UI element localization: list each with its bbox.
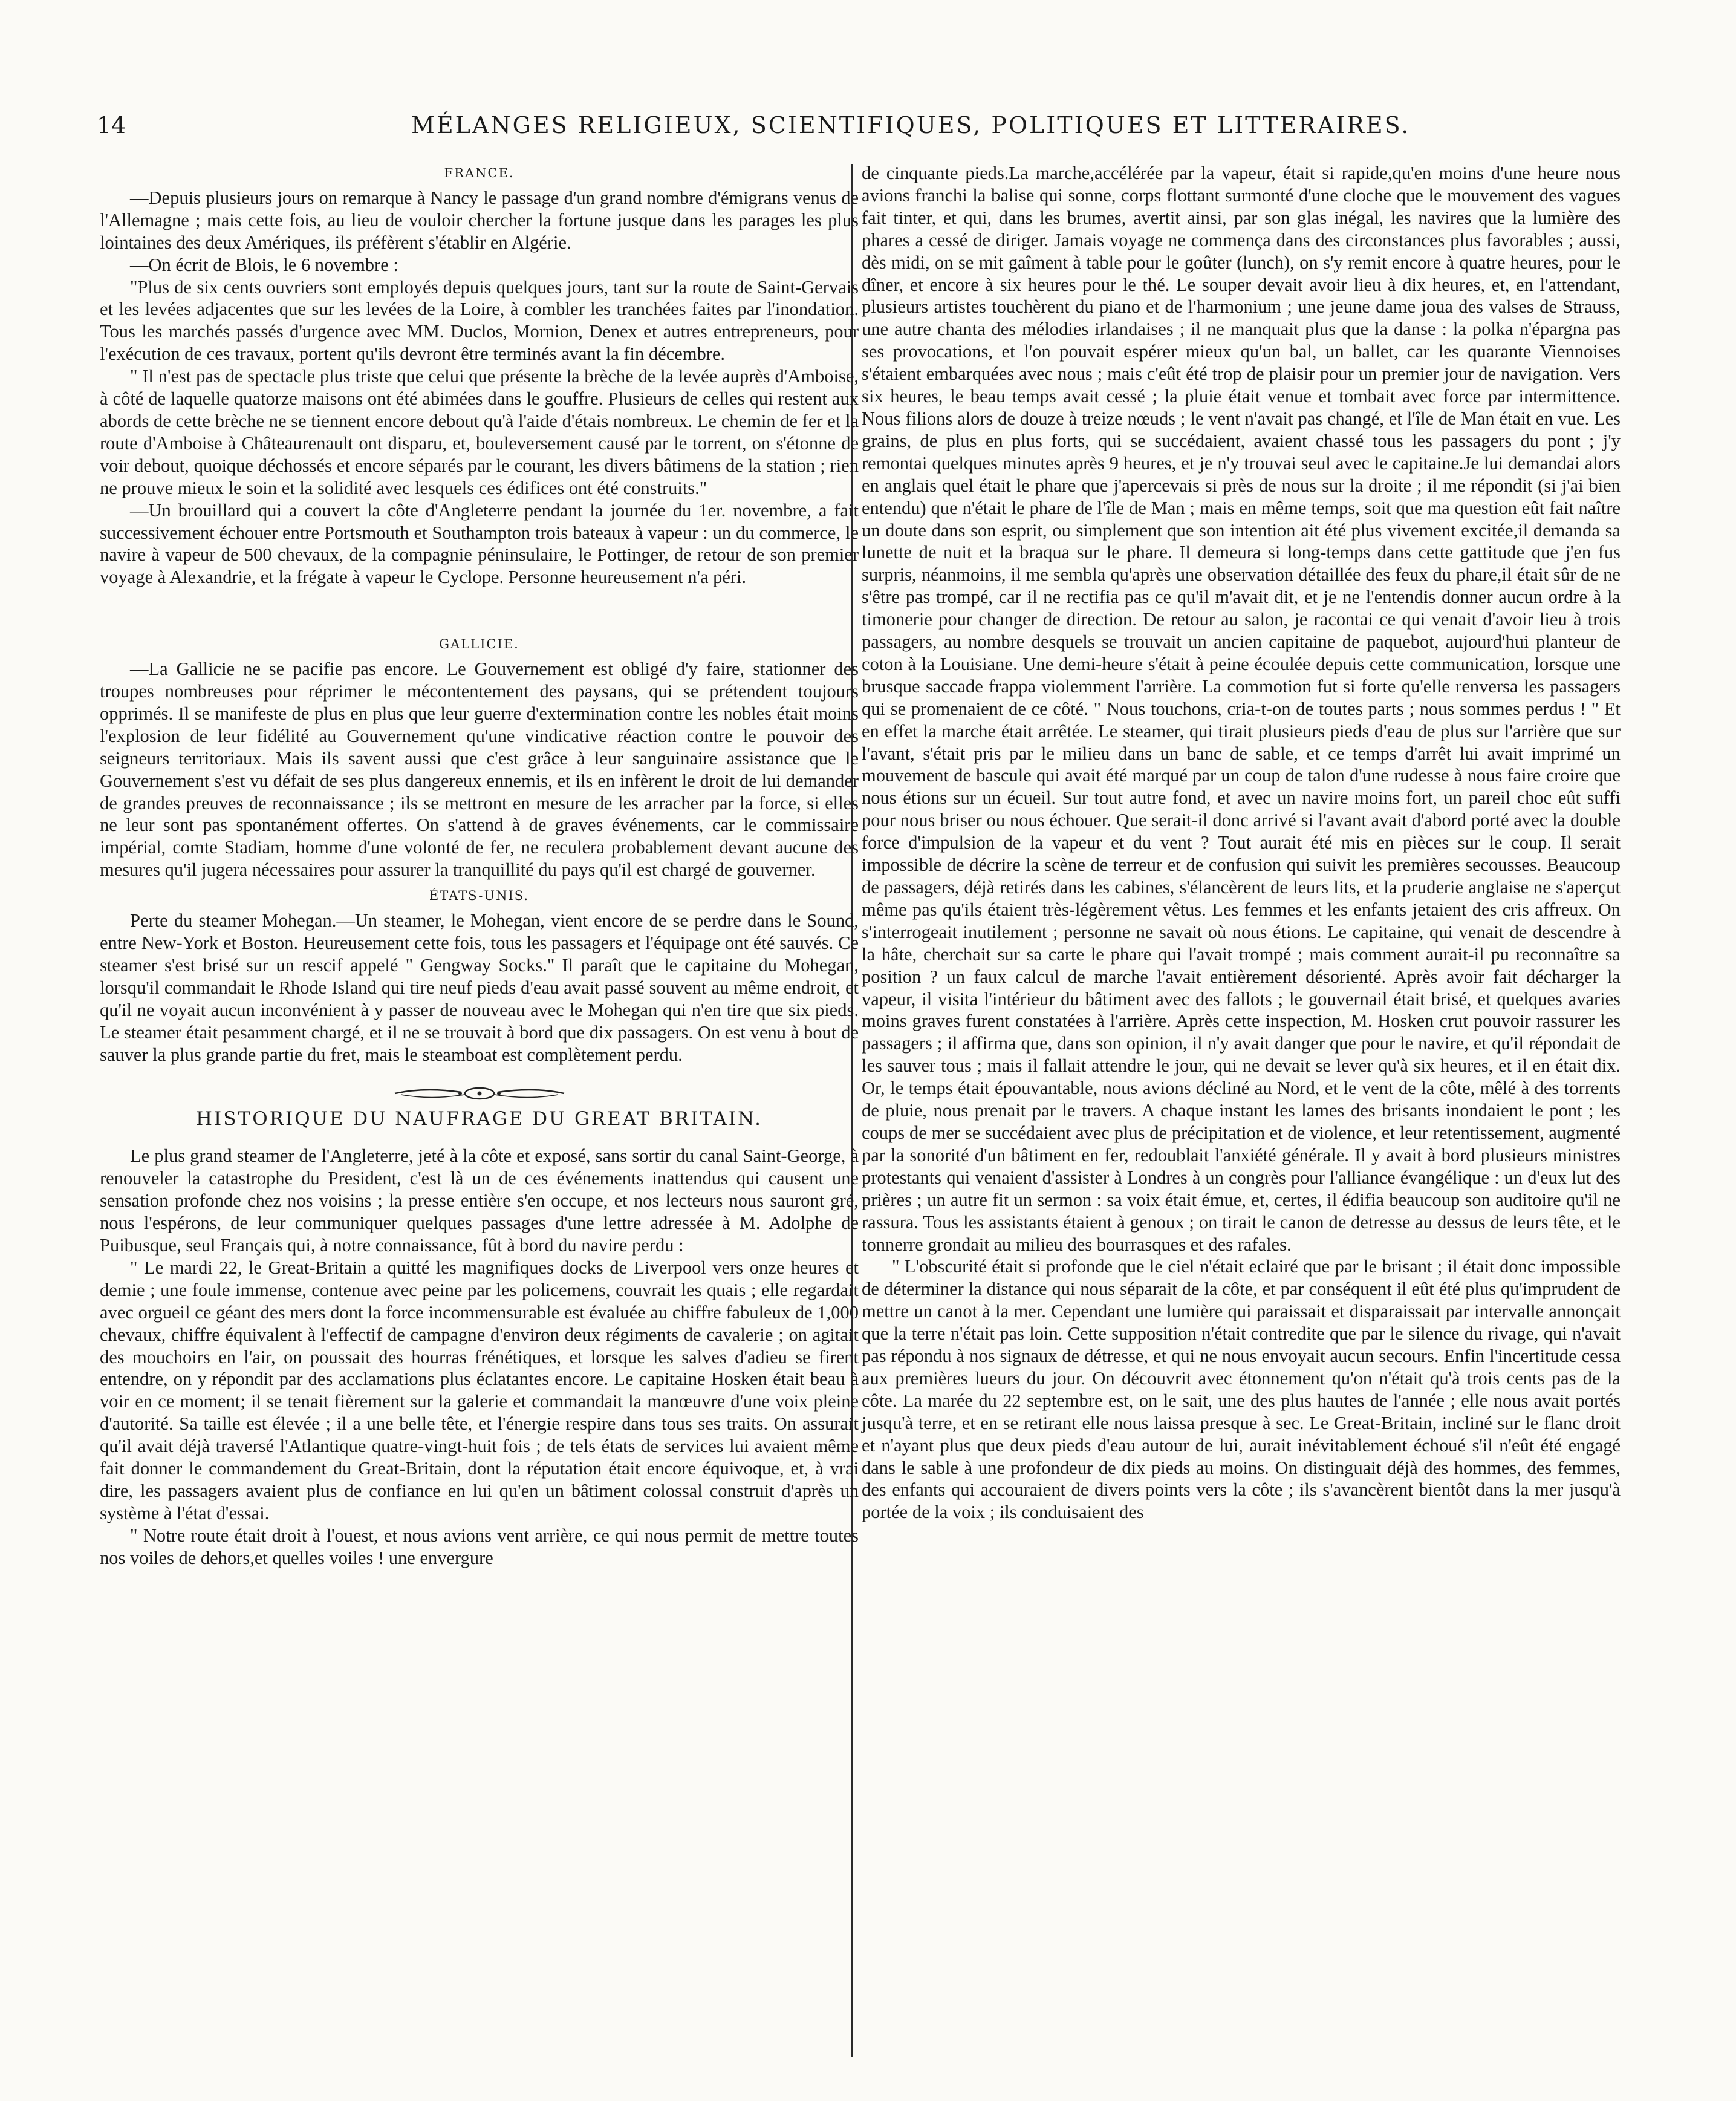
article-paragraph: " Notre route était droit à l'ouest, et nous avions vent arrière, ce qui nous permit de mettre toutes nos voiles de dehors,et quelles voiles ! une envergure (100, 1525, 859, 1568)
page-header (97, 112, 1639, 154)
section-heading-france: FRANCE. (444, 166, 515, 180)
section-heading-etats-unis: ÉTATS-UNIS. (429, 888, 530, 904)
article-paragraph: Perte du steamer Mohegan.—Un steamer, le Mohegan, vient encore de se perdre dans le Sound, entre New-York et Boston. Heureusement cette fois, tous les passagers et l'équipage ont été sauvés. Ce steamer s'est brisé sur un rescif appelé " Gengway Socks." Il paraît que le capitaine du Mohegan, lorsqu'il commandait le Rhode Island qui tire neuf pieds d'eau avait passé souvent au même endroit, et qu'il ne voyait aucun inconvénient à y passer de nouveau avec le Mohegan qui n'en tire que six pieds. Le steamer était pesamment chargé, et il ne se trouvait à bord que dix passagers. On est venu à bout de sauver la plus grande partie du fret, mais le steamboat est complètement perdu. (100, 910, 859, 1065)
left-column (100, 162, 859, 1569)
article-paragraph: de cinquante pieds.La marche,accélérée par la vapeur, était si rapide,qu'en moins d'une heure nous avions franchi la balise qui sonne, corps flottant surmonté d'une cloche que le mouvement des vagues fait tinter, et qui, dans les brumes, avertit ainsi, par son glas inégal, les navires que la lumière des phares a cessé de diriger. Jamais voyage ne commença dans des circonstances plus favorables ; aussi, dès midi, on se mit gaîment à table pour le goûter (lunch), on s'y remit encore à quatre heures, pour le dîner, et encore à six heures pour le thé. Le souper devait avoir lieu à dix heures, et, en l'attendant, plusieurs artistes touchèrent du piano et de l'harmonium ; une jeune dame joua des valses de Strauss, une autre chanta des mélodies irlandaises ; il ne manquait plus que la danse : la polka n'épargna pas ses provocations, et l'on pouvait espérer mieux qu'un bal, un ballet, car les quarante Viennoises s'étaient embarquées avec nous ; mais c'eût été trop de plaisir pour un premier jour de navigation. Vers six heures, le beau temps avait cessé ; la pluie était venue et tombait avec force par intermittence. Nous filions alors de douze à treize nœuds ; le vent n'avait pas changé, et l'île de Man était en vue. Les grains, de plus en plus forts, qui se succédaient, avaient chassé tous les passagers du pont ; j'y remontai quelques minutes après 9 heures, et je n'y trouvai seul avec le capitaine.Je lui demandai alors en anglais quel était le phare que j'apercevais si près de nous sur la droite ; il me répondit (si j'ai bien entendu) que n'était le phare de l'île de Man ; mais en même temps, soit que ma question eût fait naître un doute dans son esprit, ou simplement que son intention ait été plus vivement excitée,il demanda sa lunette de nuit et la braqua sur le phare. Il demeura si long-temps dans cette gattitude que j'en fus surpris, néanmoins, il me sembla qu'après une observation détaillée des feux du phare,il était sûr de ne s'être pas trompé, car il ne rectifia pas ce qu'il m'avait dit, et je ne l'entendis donner aucun ordre à la timonerie pour changer de direction. De retour au salon, je racontai ce qui venait d'avoir lieu à trois passagers, au nombre desquels se trouvait un ancien capitaine de paquebot, aujourd'hui planteur de coton à la Louisiane. Une demi-heure s'était à peine écoulée depuis cette communication, lorsque une brusque saccade frappa violemment l'arrière. La commotion fut si forte qu'elle renversa les passagers qui se promenaient de ce côté. " Nous touchons, cria-t-on de toutes parts ; nous sommes perdus ! " Et en effet la marche était arrêtée. Le steamer, qui tirait plusieurs pieds d'eau de plus sur l'arrière que sur l'avant, s'était pris par le milieu dans un banc de sable, et ce temps d'arrêt lui avait imprimé un mouvement de bascule qui avait été marqué par un coup de talon d'une rudesse à nous faire croire que nous étions sur un écueil. Sur tout autre fond, et avec un navire moins fort, un pareil choc eût suffi pour nous briser ou nous échouer. Que serait-il donc arrivé si l'avant avait d'abord porté avec la double force d'impulsion de la vapeur et du vent ? Tout aurait été mis en pièces sur le coup. Il serait impossible de décrire la scène de terreur et de confusion qui suivit les premières secousses. Beaucoup de passagers, déjà retirés dans les cabines, s'élancèrent de leurs lits, et la pruderie anglaise ne s'aperçut même pas qu'ils étaient très-légèrement vêtus. Les femmes et les enfants jetaient des cris affreux. On s'interrogeait inutilement ; personne ne savait où nous étions. Le capitaine, qui venait de descendre à la hâte, cherchait sur sa carte le phare qui l'avait trompé ; mais comment aurait-il pu reconnaître sa position ? un faux calcul de marche l'avait entièrement désorienté. Après avoir fait décharger la vapeur, il visita l'intérieur du bâtiment avec des fallots ; le gouvernail était brisé, et quelques avaries moins graves furent constatées à l'arrière. Après cette inspection, M. Hosken crut pouvoir rassurer les passagers ; il affirma que, dans son opinion, il n'y avait danger que pour le navire, et qu'il répondait de les sauver tous ; mais il fallait attendre le jour, qui ne devait se lever qu'à six heures, et il en était dix. Or, le temps était épouvantable, nous avions décliné au Nord, et le vent de la côte, mêlé à des torrents de pluie, nous prenait par le travers. A chaque instant les lames des brisants inondaient le pont ; les coups de mer se succédaient avec plus de précipitation et de violence, et leur retentissement, augmenté par la sonorité d'un bâtiment en fer, redoublait l'anxiété générale. Il y avait à bord plusieurs ministres protestants qui venaient d'assister à Londres à un congrès pour l'alliance évangélique : un d'eux lut des prières ; un autre fit un sermon : sa voix était émue, et, certes, il édifia beaucoup son auditoire qu'il ne rassura. Tous les assistants étaient à genoux ; on tirait le canon de detresse au dessus de leurs tête, et le tonnerre grondait au milieu des bourrasques et des rafales. (862, 163, 1621, 1255)
article-paragraph: "Plus de six cents ouvriers sont employés depuis quelques jours, tant sur la route de Saint-Gervais et les levées adjacentes que sur les levées de la Loire, à combler les tranchées faites par l'inondation. Tous les marchés passés d'urgence avec MM. Duclos, Mornion, Denex et autres entrepreneurs, pour l'exécution de ces travaux, portent qu'ils devront être terminés avant la fin décembre. (100, 276, 859, 365)
article-paragraph: —On écrit de Blois, le 6 novembre : (130, 254, 398, 275)
article-paragraph: —La Gallicie ne se pacifie pas encore. Le Gouvernement est obligé d'y faire, stationner des troupes nombreuses pour réprimer le mécontentement des paysans, qui se prétendent toujours opprimés. Il se manifeste de plus en plus que leur guerre d'extermination contre les nobles était moins l'explosion de leur fidélité au Gouvernement qu'une vindicative réaction contre le pouvoir des seigneurs territoriaux. Mais ils savent aussi que c'est grâce à leur sanguinaire assistance que le Gouvernement s'est vu défait de ses plus dangereux ennemis, et ils en infèrent le droit de lui demander de grandes preuves de reconnaissance ; ils se mettront en mesure de les arracher par la force, si elles ne leur sont pas spontanément offertes. On s'attend à de graves événements, car le commissaire impérial, comte Stadiam, homme d'une volonté de fer, ne reculera probablement devant aucune des mesures qu'il jugera nécessaires pour assurer la tranquillité du pays qu'il est chargé de gouverner. (100, 659, 859, 881)
decorative-ornament (100, 1083, 859, 1104)
section-heading-gallicie: GALLICIE. (439, 637, 519, 652)
page-number: 14 (97, 112, 126, 138)
article-paragraph: " Il n'est pas de spectacle plus triste que celui que présente la brèche de la levée auprès d'Amboise, à côté de laquelle quatorze maisons ont été abimées dans le gouffre. Plusieurs de celles qui restent aux abords de cette brèche ne se tiennent encore debout qu'à l'aide d'étais nombreux. Le chemin de fer et la route d'Amboise à Châteaurenault ont disparu, et, bouleversement causé par le torrent, on s'étonne de voir debout, quoique déchossés et encore séparés par le courant, les divers bâtimens de la station ; rien ne prouve mieux le soin et la solidité avec lesquels ces édifices ont été construits." (100, 366, 859, 498)
article-paragraph: " L'obscurité était si profonde que le ciel n'était eclairé que par le brisant ; il était donc impossible de déterminer la distance qui nous séparait de la côte, et par conséquent il eût été plus qu'imprudent de mettre un canot à la mer. Cependant une lumière qui paraissait et disparaissait par intervalle annonçait que la terre n'était pas loin. Cette supposition n'était contredite que par le silence du rivage, qui n'avait pas répondu à nos signaux de détresse, et qui ne nous envoyait aucun secours. Enfin l'incertitude cessa aux premières lueurs du jour. On découvrit avec étonnement qu'on n'était qu'à trois cents pas de la côte. La marée du 22 septembre est, on le sait, une des plus hautes de l'année ; elle nous avait portés jusqu'à terre, et en se retirant elle nous laissa presque à sec. Le Great-Britain, incliné sur le flanc droit et n'ayant plus que deux pieds d'eau autour de lui, aurait inévitablement échoué s'il n'eût été engagé dans le sable à une profondeur de dix pieds au moins. On distinguait déjà des hommes, des femmes, des enfants qui accouraient de divers points vers la côte ; ils s'avancèrent bientôt dans la mer jusqu'à portée de la voix ; ils conduisaient des (862, 1256, 1621, 1523)
article-paragraph: —Depuis plusieurs jours on remarque à Nancy le passage d'un grand nombre d'émigrans venus de l'Allemagne ; mais cette fois, au lieu de vouloir chercher la fortune jusque dans les parages les plus lointaines des deux Amériques, ils préfèrent s'établir en Algérie. (100, 187, 859, 253)
right-column (862, 162, 1621, 1523)
running-title: MÉLANGES RELIGIEUX, SCIENTIFIQUES, POLITIQUES ET LITTERAIRES. (411, 112, 1411, 138)
article-paragraph: —Un brouillard qui a couvert la côte d'Angleterre pendant la journée du 1er. novembre, a fait successivement échouer entre Portsmouth et Southampton trois bateaux à vapeur : un du commerce, le navire à vapeur de 500 chevaux, de la compagnie péninsulaire, le Pottinger, de retour de son premier voyage à Alexandrie, et la frégate à vapeur le Cyclope. Personne heureusement n'a péri. (100, 500, 859, 588)
article-paragraph: " Le mardi 22, le Great-Britain a quitté les magnifiques docks de Liverpool vers onze heures et demie ; une foule immense, contenue avec peine par les policemens, couvrait les quais ; elle regardait avec orgueil ce géant des mers dont la force incommensurable est évaluée au chiffre fabuleux de 1,000 chevaux, chiffre équivalent à l'effectif de campagne d'environ deux régiments de cavalerie ; on agitait des mouchoirs en l'air, on poussait des hourras frénétiques, et lorsque les salves d'adieu se firent entendre, on y répondit par des acclamations plus éclatantes encore. Le capitaine Hosken était beau à voir en ce moment; il se tenait fièrement sur la galerie et commandait la manœuvre d'une voix pleine d'autorité. Sa taille est élevée ; il a une belle tête, et l'énergie respire dans tous ses traits. On assurait qu'il avait déjà traversé l'Atlantique quatre-vingt-huit fois ; de tels états de services lui avaient même fait donner le commandement du Great-Britain, dont la réputation était encore équivoque, et, à vrai dire, les passagers avaient plus de confiance en lui qu'en un bâtiment colossal construit d'après un système à l'état d'essai. (100, 1257, 859, 1523)
section-spacer (100, 588, 859, 633)
article-title: HISTORIQUE DU NAUFRAGE DU GREAT BRITAIN. (196, 1108, 762, 1130)
article-paragraph: Le plus grand steamer de l'Angleterre, jeté à la côte et exposé, sans sortir du canal Saint-George, à renouveler la catastrophe du President, c'est là un de ces événements inattendus qui causent une sensation profonde chez nos voisins ; la presse entière s'en occupe, et nos lecteurs nous sauront gré, nous l'espérons, de leur communiquer quelques passages d'une lettre adressée à M. Adolphe de Puibusque, seul Français qui, à notre connaissance, fût à bord du navire perdu : (100, 1145, 859, 1256)
